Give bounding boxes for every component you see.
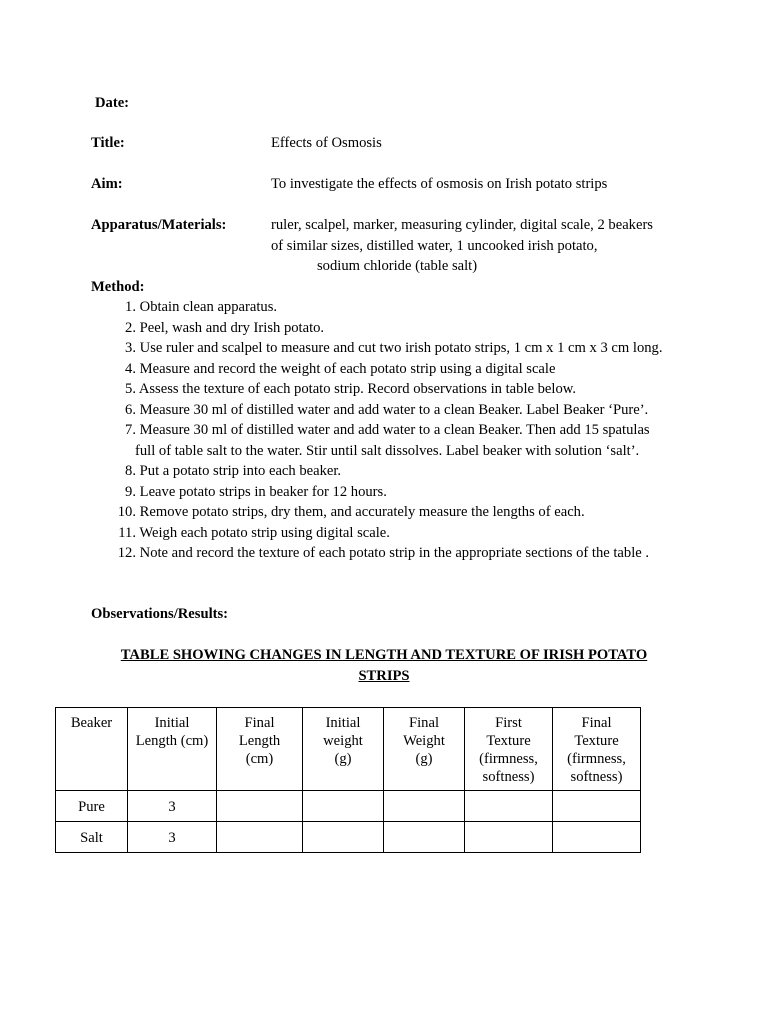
- title-value: Effects of Osmosis: [271, 135, 382, 151]
- step-number: 4.: [125, 360, 136, 377]
- step-text: Measure and record the weight of each potato strip using a digital scale: [139, 360, 556, 377]
- table-cell[interactable]: [303, 822, 384, 853]
- step-number: 8.: [125, 463, 136, 479]
- header-initial-length: Initial Length (cm): [128, 708, 217, 791]
- title-label: Title:: [91, 135, 125, 151]
- table-cell: Salt: [56, 822, 128, 853]
- results-table: [55, 707, 641, 853]
- step-text: Remove potato strips, dry them, and accurately measure the lengths of each.: [139, 504, 585, 520]
- table-title: [60, 645, 708, 687]
- table-cell[interactable]: [384, 822, 465, 853]
- step-text: Measure 30 ml of distilled water and add water to a clean Beaker. Then add 15 spatulas: [139, 422, 650, 438]
- table-cell[interactable]: [465, 822, 553, 853]
- step-number: 10.: [117, 504, 136, 520]
- step-text: Measure 30 ml of distilled water and add water to a clean Beaker. Label Beaker ‘Pure’.: [139, 401, 649, 418]
- table-cell[interactable]: [217, 791, 303, 822]
- aim-value: To investigate the effects of osmosis on Irish potato strips: [271, 176, 608, 192]
- step-number: 1.: [125, 299, 136, 315]
- header-final-length: Final Length (cm): [217, 708, 303, 791]
- method-steps-list: [108, 297, 662, 564]
- step-text: Obtain clean apparatus.: [139, 299, 278, 315]
- aim-label: Aim:: [91, 176, 123, 192]
- step-text: Peel, wash and dry Irish potato.: [139, 319, 325, 336]
- table-cell[interactable]: [553, 791, 641, 822]
- apparatus-label: Apparatus/Materials:: [91, 217, 227, 233]
- step-text: Weigh each potato strip using digital scale.: [139, 524, 390, 541]
- table-row: [56, 822, 641, 853]
- table-row: [56, 791, 641, 822]
- observations-label: Observations/Results:: [91, 606, 229, 622]
- step-number: 7.: [125, 422, 136, 438]
- step-text: Leave potato strips in beaker for 12 hours.: [139, 483, 387, 500]
- method-step: [108, 461, 662, 482]
- header-final-weight: Final Weight (g): [384, 708, 465, 791]
- step-number: 5.: [125, 381, 136, 397]
- method-step: [108, 400, 662, 421]
- apparatus-line-3: sodium chloride (table salt): [317, 258, 478, 274]
- table-cell: Pure: [56, 791, 128, 822]
- step-number: 12.: [117, 545, 136, 561]
- table-title-line-2: STRIPS: [358, 668, 410, 684]
- apparatus-line-1: ruler, scalpel, marker, measuring cylinder, digital scale, 2 beakers: [271, 217, 653, 233]
- step-number: 11.: [118, 524, 136, 541]
- table-title-line-1: TABLE SHOWING CHANGES IN LENGTH AND TEXTURE OF IRISH POTATO: [120, 647, 648, 663]
- method-step: [108, 482, 662, 503]
- method-step: [108, 338, 662, 359]
- table-cell[interactable]: [384, 791, 465, 822]
- step-text: Assess the texture of each potato strip. Record observations in table below.: [138, 381, 577, 397]
- method-step: [108, 543, 662, 564]
- step-number: 6.: [125, 401, 136, 418]
- header-first-texture: First Texture (firmness, softness): [465, 708, 553, 791]
- method-step: [108, 523, 662, 544]
- method-step: [108, 318, 662, 339]
- apparatus-line-2: of similar sizes, distilled water, 1 uncooked irish potato,: [271, 238, 598, 254]
- table-cell[interactable]: [553, 822, 641, 853]
- method-step: [108, 297, 662, 318]
- method-step: [108, 420, 662, 461]
- table-cell: 3: [128, 791, 217, 822]
- step-text-continued: full of table salt to the water. Stir until salt dissolves. Label beaker with solution ‘salt’.: [135, 442, 640, 459]
- step-number: 3.: [125, 340, 136, 356]
- header-initial-weight: Initial weight (g): [303, 708, 384, 791]
- step-text: Put a potato strip into each beaker.: [139, 463, 342, 479]
- table-header-row: [56, 708, 641, 791]
- step-text: Use ruler and scalpel to measure and cut two irish potato strips, 1 cm x 1 cm x 3 cm long.: [139, 340, 663, 356]
- header-beaker: Beaker: [56, 708, 128, 791]
- method-label: Method:: [91, 279, 145, 295]
- date-label: Date:: [95, 95, 130, 111]
- header-final-texture: Final Texture (firmness, softness): [553, 708, 641, 791]
- step-text: Note and record the texture of each potato strip in the appropriate sections of the table .: [139, 545, 650, 561]
- table-cell[interactable]: [303, 791, 384, 822]
- table-cell[interactable]: [217, 822, 303, 853]
- method-step: [108, 379, 662, 400]
- method-step: [108, 359, 662, 380]
- step-number: 9.: [125, 483, 136, 500]
- step-number: 2.: [125, 319, 136, 336]
- table-cell: 3: [128, 822, 217, 853]
- table-cell[interactable]: [465, 791, 553, 822]
- method-step: [108, 502, 662, 523]
